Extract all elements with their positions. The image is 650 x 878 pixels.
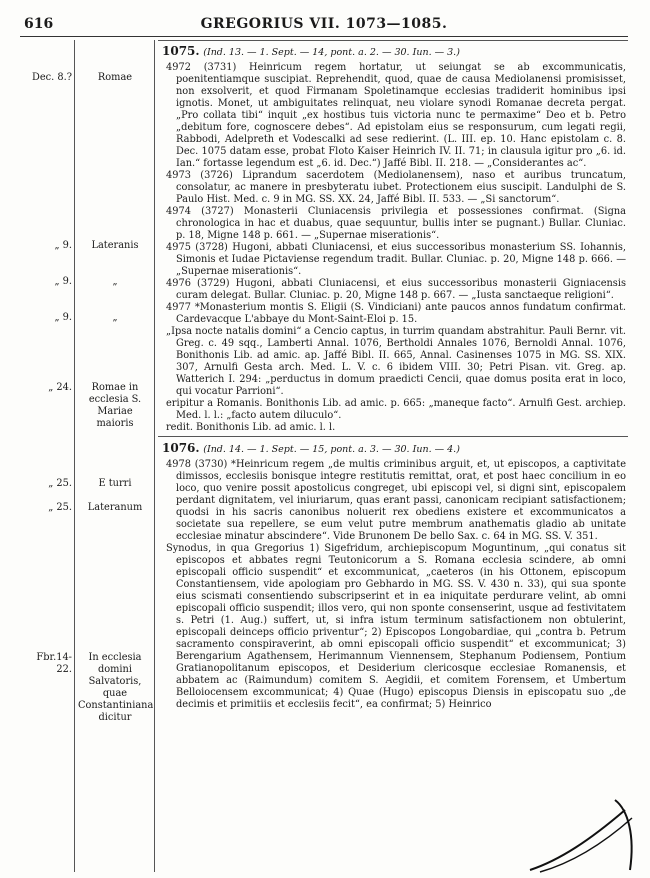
register-entry: 4972 (3731) Heinricum regem hortatur, ut seiungat se ab excommunicatis, poenitentiamque suscipiat. Reprehendit, quod, quae de causa Mediolanensi promisisset, non exsolverit, et quod Firmanam Spoletinamque ecclesias tradiderit hominibus ipsi ignotis. Monet, ut ambiguitates relinquat, neu violare synodi Romanae decreta pergat. „Pro collata tibi“ inquit „ex hostibus tuis victoria nunc te permaxime“ Deo et b. Petro „debitum fore, cognoscere debes“. Ad epistolam eius se responsurum, cum legati regii, Rabbodi, Adelpreth et Vodescalki ad sese redierint. (L. III. ep. 10. Hanc epistolam c. 8. Dec. 1075 datam esse, probat Floto Kaiser Heinrich IV. II. 71; in clausula igitur pro „6. id. Ian.“ fortasse legendum est „6. id. Dec.“) Jaffé Bibl. II. 218. — „Considerantes ac“.: [166, 62, 626, 169]
register-entry: Synodus, in qua Gregorius 1) Sigefridum, archiepiscopum Moguntinum, „qui conatus sit episcopos et abbates regni Teutonicorum a S. Romana ecclesia scindere, ab omni episcopali officio suspendit“ et excommunicat, „caeteros (in his Ottonem, episcopum Constantiensem, vide apologiam pro Gebhardo in MG. SS. V. 430 n. 33), qui sua sponte eius scismati consentiendo subscripserint et in ea iniquitate perdurare velint, ab omni episcopali officio suspendit; illos vero, qui non sponte consenserint, usque ad festivitatem s. Petri (1. Aug.) suffert, ut, si infra istum terminum satisfactionem non obtulerint, episcopali deinceps officio priventur“; 2) Episcopos Longobardiae, qui „contra b. Petrum sacramento conspiraverint, ab omni episcopali officio suspendit“ et excommunicat; 3) Berengarium Agathensem, Herimannum Viennensem, Stephanum Podiensem, Pontium Gratianopolitanum episcopos, et Desiderium clericosque ecclesiae Romanensis, et abbatem ac (Raimundum) comitem S. Aegidii, et comitem Forensem, et Umbertum Belloiocensem excommunicat; 4) Quae (Hugo) episcopus Diensis in episcopatu suo „de decimis et primitiis et ecclesiis fecit“, ea confirmat; 5) Heinrico: [166, 543, 626, 710]
date-label: „ 9.: [54, 312, 72, 323]
register-entry: „Ipsa nocte natalis domini“ a Cencio captus, in turrim quandam abstrahitur. Pauli Bernr. vit. Greg. c. 49 sqq., Lamberti Annal. 1076, Bertholdi Annales 1076, Bernoldi Annal. 1076, Bonithonis Lib. ad amic. ap. Jaffé Bibl. II. 665, Annal. Casinenses 1075 in MG. SS. XIX. 307, Arnulfi Gesta arch. Med. L. V. c. 6 ibidem VIII. 30; Petri Pisan. vit. Greg. ap. Watterich I. 294: „perductus in domum praedicti Cencii, quae domus posita erat in loco, qui vocatur Parrioni“.: [166, 326, 626, 397]
place-label: „: [112, 312, 118, 323]
register-entry: 4973 (3726) Liprandum sacerdotem (Mediolanensem), naso et auribus truncatum, consolatur, ac manere in presbyteratu iubet. Protectionem eius suscipit. Landulphi de S. Paulo Hist. Med. c. 9 in MG. SS. XX. 24, Jaffé Bibl. II. 533. — „Si sanctorum“.: [166, 170, 626, 205]
place-label: Lateranis: [91, 240, 139, 251]
register-entry: 4975 (3728) Hugoni, abbati Cluniacensi, et eius successoribus monasterium SS. Iohannis, Simonis et Iudae Pictaviense regendum tradit. Bullar. Cluniac. p. 20, Migne 148 p. 666. — „Supernae miserationis“.: [166, 242, 626, 277]
register-columns: [20, 40, 628, 872]
date-label: „ 25.: [48, 502, 72, 513]
text-column: [158, 40, 628, 711]
place-column: [76, 40, 155, 872]
place-label: E turri: [98, 478, 132, 489]
page-number: 616: [24, 16, 54, 32]
register-entry: 4974 (3727) Monasterii Cluniacensis privilegia et possessiones confirmat. (Signa chronologica in hac et duabus, quae sequuntur, bullis inter se pugnant.) Bullar. Cluniac. p. 18, Migne 148 p. 661. — „Supernae miserationis“.: [166, 206, 626, 241]
year-heading-1076: [162, 441, 628, 457]
register-entry: eripitur a Romanis. Bonithonis Lib. ad amic. p. 665: „maneque facto“. Arnulfi Gest. archiep. Med. l. l.: „facto autem diluculo“.: [166, 398, 626, 421]
year-meta: (Ind. 13. — 1. Sept. — 14, pont. a. 2. — 30. Iun. — 3.): [203, 47, 460, 58]
place-label: Romae: [97, 72, 133, 83]
place-label: „: [112, 276, 118, 287]
date-label: Fbr.14-22.: [36, 652, 72, 675]
date-label: Dec. 8.?: [32, 72, 72, 83]
place-label: Lateranum: [87, 502, 143, 513]
register-entry: redit. Bonithonis Lib. ad amic. l. l.: [166, 422, 336, 433]
year-heading-1075: [162, 44, 628, 60]
year-meta: (Ind. 14. — 1. Sept. — 15, pont. a. 3. — 30. Iun. — 4.): [203, 444, 460, 455]
date-column: [20, 40, 75, 872]
page-header: [20, 14, 628, 37]
place-label: Romae in ecclesia S. Mariae maioris: [88, 382, 142, 429]
date-label: „ 25.: [48, 478, 72, 489]
year-number: 1076.: [162, 441, 200, 455]
place-label: In ecclesia domini Salvatoris, quae Constantiniana dicitur: [78, 652, 154, 723]
date-label: „ 24.: [48, 382, 72, 393]
date-label: „ 9.: [54, 240, 72, 251]
register-entry: 4978 (3730) *Heinricum regem „de multis criminibus arguit, et, ut episcopos, a captivitate dimissos, ecclesiis bonisque integre restitutis remittat, orat, et post haec concilium in eo loco, quo venire possit apostolicus congreget, ubi episcopi vel, si digni sint, episcopalem perdant dignitatem, vel iniuriarum, quas erant passi, canonicam recipiant satisfactionem; quodsi in his sacris canonibus noluerit rex obediens existere et excommunicatos a societate sua repellere, se eum velut putre membrum anathematis gladio ab unitate ecclesiae minatur abscindere“. Vide Brunonem De bello Sax. c. 64 in MG. SS. V. 351.: [166, 459, 626, 542]
ink-mark-icon: [520, 790, 640, 875]
year-number: 1075.: [162, 44, 200, 58]
date-label: „ 9.: [54, 276, 72, 287]
register-entry: 4976 (3729) Hugoni, abbati Cluniacensi, et eius successoribus monasterii Gigniacensis curam delegat. Bullar. Cluniac. p. 20, Migne 148 p. 667. — „Iusta sanctaeque religioni“.: [166, 278, 626, 301]
running-title: GREGORIUS VII. 1073—1085.: [200, 16, 448, 32]
register-entry: 4977 *Monasterium montis S. Eligii (S. Vindiciani) ante paucos annos fundatum confirmat. Cardevacque L'abbaye du Mont-Saint-Eloi p. 15.: [166, 302, 626, 325]
year-rule-1076: [158, 436, 628, 437]
